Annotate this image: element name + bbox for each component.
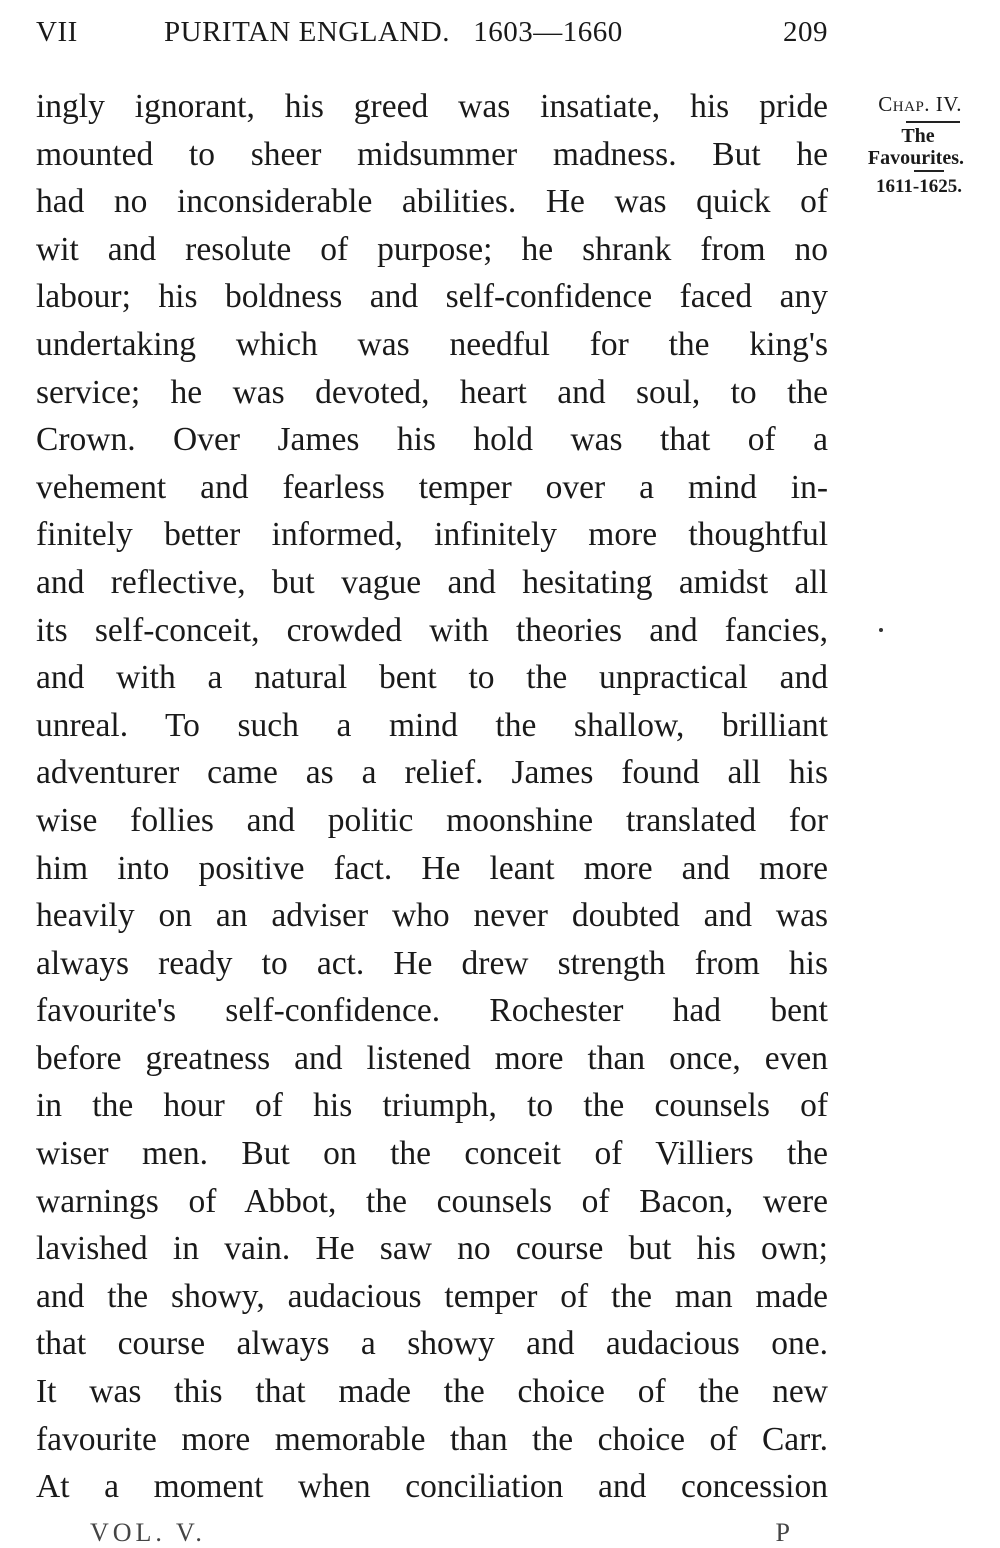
margin-note-dates: 1611-1625. (875, 176, 962, 197)
text-line: and with a natural bent to the unpractical and (36, 659, 828, 697)
text-line: labour; his boldness and self-confidence faced any (36, 278, 828, 316)
body-text (36, 83, 828, 1511)
text-line: in the hour of his triumph, to the counsels of (36, 1087, 828, 1125)
footer-signature-letter: P (775, 1518, 790, 1547)
running-head-volume: VII (36, 16, 78, 48)
margin-note-topic (840, 125, 966, 169)
text-line: undertaking which was needful for the king's (36, 325, 828, 363)
text-line: and the showy, audacious temper of the man made (36, 1277, 828, 1315)
text-line: heavily on an adviser who never doubted and was (36, 897, 828, 935)
text-line: adventurer came as a relief. James found all his (36, 754, 828, 792)
text-line: unreal. To such a mind the shallow, brilliant (36, 706, 828, 744)
text-line: him into positive fact. He leant more and more (36, 849, 828, 887)
margin-note-chapter: Chap. IV. (878, 92, 962, 116)
margin-note-rule-short (914, 170, 944, 172)
text-line: and reflective, but vague and hesitating amidst all (36, 563, 828, 601)
text-line: wit and resolute of purpose; he shrank from no (36, 230, 828, 268)
page-number: 209 (783, 16, 828, 48)
text-line: At a moment when conciliation and concession (36, 1468, 828, 1506)
text-line: It was this that made the choice of the new (36, 1373, 828, 1411)
text-line: its self-conceit, crowded with theories and fancies, (36, 611, 828, 649)
text-line: that course always a showy and audacious one. (36, 1325, 828, 1363)
text-line: lavished in vain. He saw no course but his own; (36, 1230, 828, 1268)
text-line: warnings of Abbot, the counsels of Bacon, were (36, 1182, 828, 1220)
text-line: Crown. Over James his hold was that of a (36, 421, 828, 459)
ink-speck (879, 628, 883, 632)
running-head-title: PURITAN ENGLAND. 1603—1660 (164, 16, 623, 48)
text-line: vehement and fearless temper over a mind in- (36, 468, 828, 506)
text-line: favourite more memorable than the choice of Carr. (36, 1420, 828, 1458)
margin-note-topic-line1: The (901, 125, 935, 147)
text-line: favourite's self-confidence. Rochester had bent (36, 992, 828, 1030)
text-line: before greatness and listened more than once, even (36, 1039, 828, 1077)
text-line: always ready to act. He drew strength from his (36, 944, 828, 982)
margin-note-topic-line2: Favourites. (867, 147, 964, 169)
running-head (36, 16, 828, 56)
margin-note-rule (906, 121, 960, 123)
text-line: finitely better informed, infinitely more thoughtful (36, 516, 828, 554)
text-line: mounted to sheer midsummer madness. But he (36, 135, 828, 173)
text-line: wiser men. But on the conceit of Villiers the (36, 1135, 828, 1173)
text-line: ingly ignorant, his greed was insatiate, his pride (36, 88, 828, 125)
footer-signature (60, 1514, 840, 1547)
text-line: had no inconsiderable abilities. He was quick of (36, 183, 828, 221)
text-line: wise follies and politic moonshine translated for (36, 801, 828, 839)
text-line: service; he was devoted, heart and soul, to the (36, 373, 828, 411)
margin-note (840, 92, 966, 198)
footer-volume-mark: VOL. V. (90, 1518, 206, 1547)
